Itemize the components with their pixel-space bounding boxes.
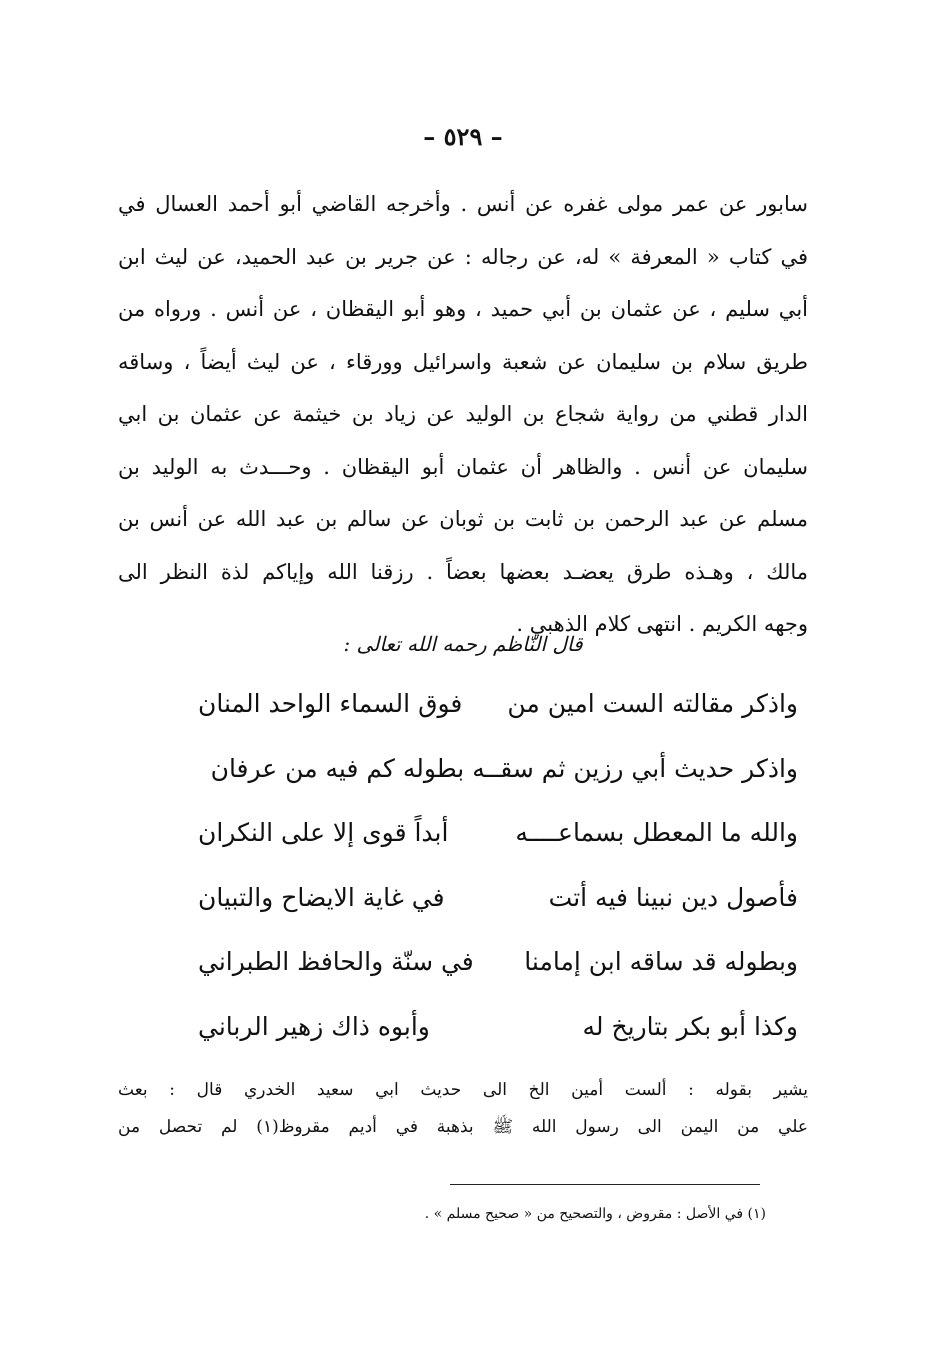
prose-line: في كتاب « المعرفة » له، عن رجاله : عن جرير بن عبد الحميد، عن ليث ابن bbox=[118, 244, 808, 269]
footnote: (١) في الأصل : مقروض ، والتصحيح من « صحيح مسلم » . bbox=[424, 1206, 766, 1222]
verse-first-hemistich: فأصول دين نبينا فيه أتت bbox=[548, 882, 798, 912]
poem-verse bbox=[198, 995, 798, 1060]
page-number: – ٥٢٩ – bbox=[423, 122, 503, 151]
prose-line: سليمان عن أنس . والظاهر أن عثمان أبو اليقظان . وحـــدث به الوليد بن bbox=[118, 454, 808, 479]
poem bbox=[198, 672, 798, 1059]
verse-second-hemistich: فوق السماء الواحد المنان bbox=[198, 689, 463, 718]
poem-verse bbox=[198, 930, 798, 995]
prose-line: وجهه الكريم . انتهى كلام الذهبي . bbox=[516, 612, 808, 636]
verse-second-hemistich: في غاية الايضاح والتبيان bbox=[198, 882, 445, 912]
poem-verse bbox=[198, 672, 798, 737]
prose-line: سابور عن عمر مولى غفره عن أنس . وأخرجه القاضي أبو أحمد العسال في bbox=[118, 192, 808, 216]
verse-second-hemistich: وأبوه ذاك زهير الرباني bbox=[198, 1011, 430, 1041]
verse-first-hemistich: وبطوله قد ساقه ابن إمامنا bbox=[524, 947, 798, 976]
verse-first-hemistich: والله ما المعطل بسماعــــه bbox=[515, 818, 798, 847]
footnote-divider bbox=[450, 1184, 760, 1185]
verse-first-hemistich: واذكر مقالته الست امين من bbox=[507, 689, 798, 718]
prose-line: طريق سلام بن سليمان عن شعبة واسرائيل وورقاء ، عن ليث أيضاً ، وساقه bbox=[118, 349, 808, 374]
verse-first-hemistich: وكذا أبو بكر بتاريخ له bbox=[582, 1011, 798, 1041]
prose-line: الدار قطني من رواية شجاع بن الوليد عن زياد بن خيثمة عن عثمان بن ابي bbox=[118, 402, 808, 426]
commentary bbox=[118, 1072, 808, 1146]
poem-verse bbox=[198, 801, 798, 866]
verse-full-line: واذكر حديث أبي رزين ثم سقــه بطوله كم فيه من عرفان bbox=[210, 753, 798, 783]
verse-second-hemistich: أبداً قوى إلا على النكران bbox=[198, 818, 449, 847]
poem-verse bbox=[198, 737, 798, 802]
poem-heading: قال النّاظم رحمه الله تعالى : bbox=[343, 632, 583, 656]
prose-line: أبي سليم ، عن عثمان بن أبي حميد ، وهو أبو اليقظان ، عن أنس . ورواه من bbox=[118, 297, 808, 321]
prose-paragraph bbox=[118, 178, 808, 651]
commentary-line: علي من اليمن الى رسول الله ﷺ بذهبة في أديم مقروظ(١) لم تحصل من bbox=[118, 1117, 808, 1137]
commentary-line: يشير بقوله : ألست أمين الخ الى حديث ابي سعيد الخدري قال : بعث bbox=[118, 1080, 808, 1100]
prose-line: مسلم عن عبد الرحمن بن ثابت بن ثوبان عن سالم بن عبد الله عن أنس بن bbox=[118, 507, 808, 531]
verse-second-hemistich: في سنّة والحافظ الطبراني bbox=[198, 947, 474, 976]
poem-verse bbox=[198, 866, 798, 931]
prose-line: مالك ، وهـذه طرق يعضـد بعضها بعضاً . رزقنا الله وإياكم لذة النظر الى bbox=[118, 559, 808, 584]
